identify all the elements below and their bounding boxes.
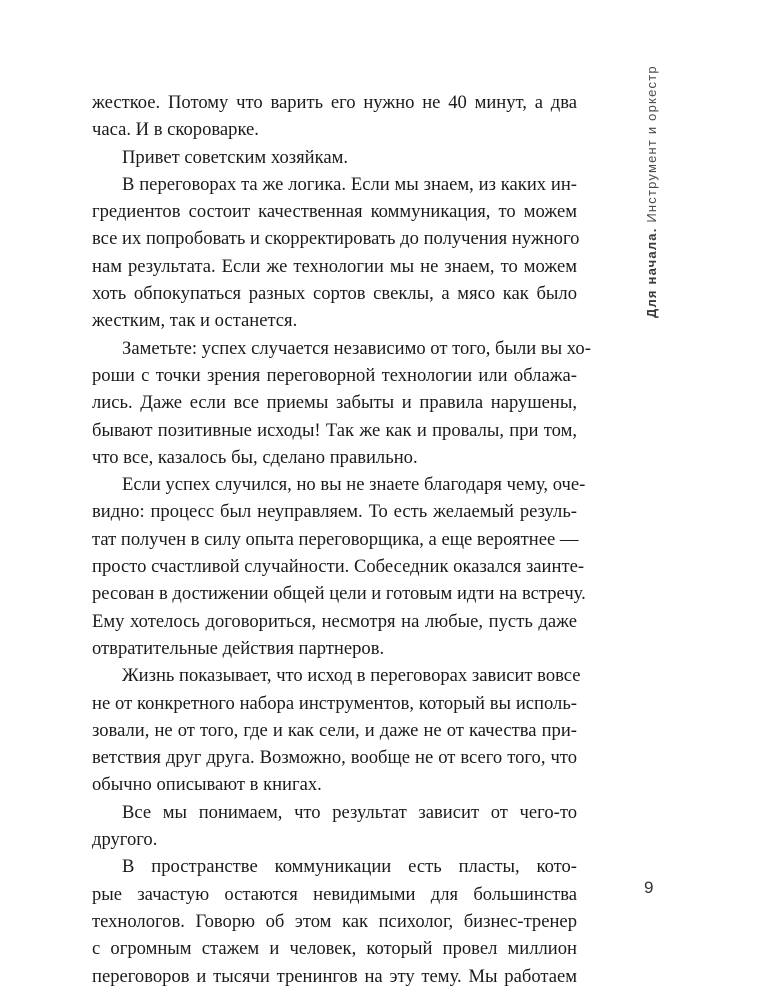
paragraph	[92, 662, 581, 798]
text-line: зовали, не от того, где и как сели, и даже не от качества при-	[92, 719, 577, 741]
text-line: не от конкретного набора инструментов, который вы исполь-	[92, 692, 577, 714]
text-line: гредиентов состоит качественная коммуникация, то можем	[92, 201, 577, 223]
text-line: переговоров и тысячи тренингов на эту тему. Мы работаем	[92, 965, 577, 987]
body-text	[92, 89, 591, 990]
text-line: часа. И в скороварке.	[92, 119, 259, 141]
text-line: отвратительные действия партнеров.	[92, 637, 385, 659]
text-line: Если успех случился, но вы не знаете благодаря чему, оче-	[122, 474, 586, 496]
text-line: Жизнь показывает, что исход в переговорах зависит вовсе	[122, 665, 581, 687]
text-line: нам результата. Если же технологии мы не знаем, то можем	[92, 255, 577, 277]
text-line: ветствия друг друга. Возможно, вообще не от всего того, что	[92, 747, 577, 769]
text-line: обычно описывают в книгах.	[92, 774, 322, 796]
paragraph	[92, 89, 577, 144]
running-head-chapter: Инструмент и оркестр	[644, 65, 659, 223]
text-line: Все мы понимаем, что результат зависит от чего-то	[122, 801, 577, 823]
paragraph	[92, 853, 577, 989]
text-line: другого.	[92, 829, 158, 851]
text-line: Привет советским хозяйкам.	[122, 146, 349, 168]
text-line: тат получен в силу опыта переговорщика, а еще вероятнее —	[92, 528, 579, 550]
running-head	[644, 65, 660, 318]
text-line: Ему хотелось договориться, несмотря на любые, пусть даже	[92, 610, 577, 632]
paragraph	[92, 335, 591, 471]
text-line: Заметьте: успех случается независимо от того, были вы хо-	[122, 337, 591, 359]
text-line: просто счастливой случайности. Собеседник оказался заинте-	[92, 556, 585, 578]
text-line: роши с точки зрения переговорной технологии или облажа-	[92, 364, 577, 386]
running-head-section: Для начала.	[644, 227, 659, 318]
text-line: хоть обпокупаться разных сортов свеклы, а мясо как было	[92, 283, 577, 305]
text-line: рые зачастую остаются невидимыми для большинства	[92, 883, 577, 905]
paragraph	[92, 171, 580, 335]
paragraph	[92, 799, 577, 854]
text-line: все их попробовать и скорректировать до получения нужного	[92, 228, 580, 250]
text-line: жестким, так и останется.	[92, 310, 298, 332]
paragraph	[92, 471, 586, 662]
text-line: жесткое. Потому что варить его нужно не 40 минут, а два	[92, 92, 577, 113]
page-number: 9	[644, 878, 654, 897]
text-line: ресован в достижении общей цели и готовым идти на встречу.	[92, 583, 586, 605]
paragraph	[92, 144, 577, 171]
text-line: технологов. Говорю об этом как психолог, бизнес-тренер	[92, 910, 577, 932]
text-line: с огромным стажем и человек, который провел миллион	[92, 938, 577, 960]
text-line: бывают позитивные исходы! Так же как и провалы, при том,	[92, 419, 577, 441]
text-line: В пространстве коммуникации есть пласты, кото-	[122, 856, 577, 878]
text-line: что все, казалось бы, сделано правильно.	[92, 446, 418, 468]
text-line: лись. Даже если все приемы забыты и правила нарушены,	[92, 392, 577, 414]
text-line: видно: процесс был неуправляем. То есть желаемый резуль-	[92, 501, 577, 523]
text-line: В переговорах та же логика. Если мы знаем, из каких ин-	[122, 173, 577, 195]
